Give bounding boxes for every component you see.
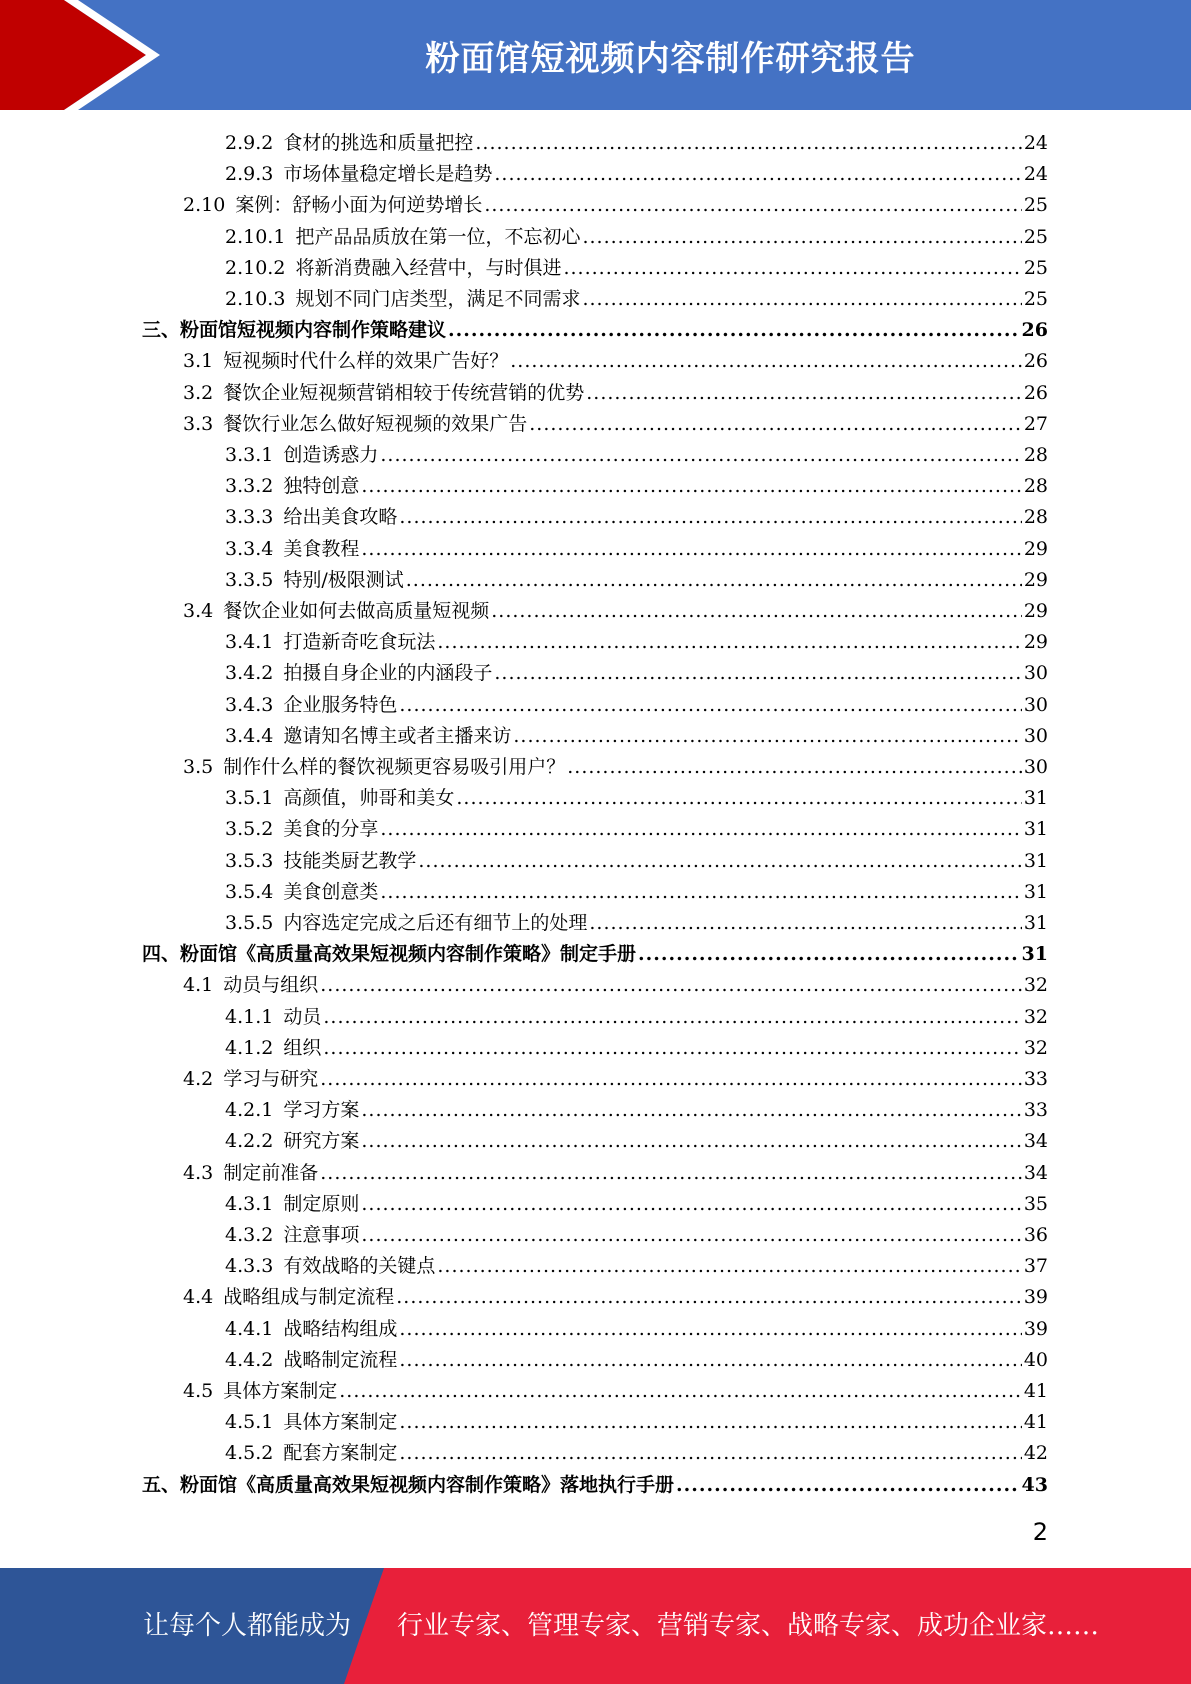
toc-entry-number: 3.4.1 [225,631,274,654]
toc-entry-title: 制作什么样的餐饮视频更容易吸引用户？ [223,756,566,778]
toc-entry-page: 31 [1023,880,1048,903]
toc-entry-page: 34 [1023,1161,1048,1184]
toc-entry[interactable] [183,378,1048,409]
toc-leader-dots [406,565,1022,596]
toc-entry-title: 独特创意 [283,475,360,498]
toc-entry-page: 29 [1023,568,1048,591]
toc-entry-page: 26 [1021,319,1048,342]
toc-entry-page: 31 [1023,912,1048,934]
toc-entry-page: 34 [1023,1130,1048,1153]
toc-leader-dots [494,658,1021,689]
toc-entry[interactable] [225,1345,1048,1376]
toc-entry-page: 25 [1023,288,1048,310]
toc-entry-number: 4.3 [183,1161,214,1184]
toc-entry-page: 28 [1023,506,1048,529]
toc-entry-title: 注意事项 [283,1224,360,1246]
toc-entry-number: 2.10 [183,194,226,217]
toc-entry-page: 29 [1023,631,1048,654]
toc-leader-dots [396,1282,1022,1313]
toc-entry-title: 三、粉面馆短视频内容制作策略建议 [142,319,447,342]
toc-entry-title: 创造诱惑力 [283,444,379,466]
toc-entry[interactable] [183,1376,1048,1407]
toc-entry-number: 3.3.4 [225,537,274,560]
toc-leader-dots [582,284,1021,315]
toc-entry-page: 32 [1023,1036,1048,1059]
toc-entry-number: 3.4.4 [225,724,274,747]
toc-entry[interactable] [225,721,1048,752]
toc-entry-page: 25 [1023,256,1048,279]
toc-entry-number: 4.2.1 [225,1099,274,1122]
toc-entry-page: 41 [1023,1411,1048,1434]
header-arrow-decoration [0,0,160,110]
toc-entry[interactable] [225,159,1048,190]
toc-entry-page: 43 [1021,1473,1048,1496]
toc-leader-dots [320,1064,1022,1095]
toc-entry-page: 31 [1023,818,1048,841]
toc-entry-number: 3.5.3 [225,849,274,872]
toc-entry-number: 3.3.1 [225,444,274,466]
toc-entry-page: 29 [1023,600,1048,622]
toc-entry-number: 4.3.1 [225,1192,274,1215]
toc-entry[interactable] [225,565,1048,596]
toc-leader-dots [418,846,1021,877]
toc-entry-page: 24 [1023,163,1048,186]
toc-entry-title: 学习方案 [283,1099,360,1122]
toc-entry[interactable] [225,1251,1048,1282]
toc-entry-page: 30 [1023,724,1048,747]
toc-leader-dots [399,690,1021,721]
toc-leader-dots [484,190,1021,221]
toc-leader-dots [323,1002,1021,1033]
toc-entry[interactable] [225,1314,1048,1345]
toc-leader-dots [380,877,1021,908]
toc-entry-title: 美食创意类 [283,880,379,903]
toc-entry-number: 3.3.5 [225,568,274,591]
toc-entry-number: 3.1 [183,350,214,373]
toc-leader-dots [491,596,1022,627]
toc-entry[interactable] [225,814,1048,845]
toc-entry[interactable] [225,627,1048,658]
toc-entry-page: 30 [1023,662,1048,685]
toc-entry-page: 37 [1023,1255,1048,1278]
toc-entry-number: 3.5.1 [225,787,274,810]
toc-entry-number: 2.10.1 [225,225,286,248]
toc-entry-number: 4.1.1 [225,1005,274,1028]
toc-entry[interactable] [225,783,1048,814]
toc-entry-title: 将新消费融入经营中，与时俱进 [295,256,562,279]
page-footer [0,1568,1191,1684]
toc-entry-page: 40 [1023,1348,1048,1371]
toc-entry-title: 有效战略的关键点 [283,1255,436,1278]
toc-entry-page: 25 [1023,225,1048,248]
toc-entry[interactable] [225,1438,1048,1469]
toc-leader-dots [494,159,1021,190]
toc-leader-dots [361,534,1021,565]
toc-entry-title: 拍摄自身企业的内涵段子 [283,662,493,685]
toc-leader-dots [586,378,1022,409]
toc-entry-title: 打造新奇吃食玩法 [283,631,436,654]
toc-entry[interactable] [183,1282,1048,1313]
toc-entry-title: 制定前准备 [223,1161,319,1184]
toc-leader-dots [380,440,1021,471]
toc-entry-title: 邀请知名博主或者主播来访 [283,724,512,747]
toc-leader-dots [529,409,1022,440]
toc-entry-number: 4.2.2 [225,1130,274,1153]
toc-leader-dots [380,814,1021,845]
toc-entry[interactable] [183,346,1048,377]
toc-entry[interactable] [142,315,1048,346]
toc-entry[interactable] [225,471,1048,502]
document-title: 粉面馆短视频内容制作研究报告 [425,38,916,79]
toc-entry-number: 2.9.3 [225,163,274,186]
toc-entry-title: 组织 [283,1036,322,1059]
toc-entry-number: 4.3.2 [225,1224,274,1246]
toc-leader-dots [510,346,1022,377]
toc-entry[interactable] [225,128,1048,159]
toc-entry[interactable] [225,1002,1048,1033]
toc-entry-title: 战略组成与制定流程 [223,1286,395,1309]
toc-entry[interactable] [225,658,1048,689]
toc-entry-page: 32 [1023,1005,1048,1028]
toc-entry[interactable] [225,1126,1048,1157]
toc-entry-title: 餐饮企业短视频营销相较于传统营销的优势 [223,381,585,404]
toc-entry[interactable] [183,596,1048,627]
footer-slogan-right: 行业专家、管理专家、营销专家、战略专家、成功企业家…… [397,1611,1100,1641]
toc-entry-page: 31 [1023,849,1048,872]
toc-entry-title: 具体方案制定 [223,1380,338,1402]
toc-leader-dots [361,1095,1021,1126]
toc-entry-title: 市场体量稳定增长是趋势 [283,163,493,186]
toc-entry-page: 31 [1021,943,1048,966]
toc-entry-number: 3.2 [183,381,214,404]
toc-entry[interactable] [183,752,1048,783]
toc-entry-page: 31 [1023,787,1048,810]
toc-entry[interactable] [225,253,1048,284]
toc-leader-dots [638,939,1020,970]
toc-entry-number: 4.5 [183,1380,214,1402]
toc-leader-dots [399,1438,1021,1469]
toc-entry-page: 35 [1023,1192,1048,1215]
toc-entry-page: 30 [1023,693,1048,716]
toc-entry-page: 36 [1023,1224,1048,1246]
toc-entry-number: 4.1.2 [225,1036,274,1059]
toc-entry-title: 给出美食攻略 [283,506,398,529]
toc-entry-title: 研究方案 [283,1130,360,1153]
toc-entry-title: 动员 [283,1005,322,1028]
toc-entry-title: 短视频时代什么样的效果广告好？ [223,350,509,373]
toc-entry-title: 配套方案制定 [283,1442,398,1465]
toc-entry-title: 企业服务特色 [283,693,398,716]
toc-entry-number: 3.5.5 [225,912,274,934]
toc-entry-number: 3.3.3 [225,506,274,529]
toc-entry-number: 4.2 [183,1068,214,1090]
toc-leader-dots [582,222,1021,253]
toc-leader-dots [323,1033,1021,1064]
toc-entry-page: 39 [1023,1317,1048,1340]
toc-entry[interactable] [225,534,1048,565]
toc-entry-page: 32 [1023,974,1048,997]
toc-entry-number: 4.4.1 [225,1317,274,1340]
toc-leader-dots [361,471,1021,502]
toc-entry-title: 把产品品质放在第一位，不忘初心 [295,225,581,248]
toc-entry-title: 内容选定完成之后还有细节上的处理 [283,912,588,934]
toc-leader-dots [437,1251,1021,1282]
toc-entry-page: 33 [1023,1099,1048,1122]
toc-entry-title: 具体方案制定 [283,1411,398,1434]
toc-entry-title: 案例：舒畅小面为何逆势增长 [235,194,483,217]
toc-entry-number: 3.5 [183,756,214,778]
toc-entry[interactable] [225,877,1048,908]
toc-leader-dots [339,1376,1022,1407]
toc-entry-number: 3.3.2 [225,475,274,498]
toc-entry-title: 四、粉面馆《高质量高效果短视频内容制作策略》制定手册 [142,943,637,966]
toc-leader-dots [399,1314,1021,1345]
toc-entry-number: 3.4.3 [225,693,274,716]
page-number: 2 [1032,1518,1048,1546]
toc-entry-page: 26 [1023,381,1048,404]
toc-entry-title: 技能类厨艺教学 [283,849,417,872]
toc-entry[interactable] [183,1158,1048,1189]
toc-entry[interactable] [225,908,1048,939]
toc-entry-page: 26 [1023,350,1048,373]
toc-entry-title: 特别/极限测试 [283,568,404,591]
toc-entry-page: 29 [1023,537,1048,560]
toc-entry-title: 美食教程 [283,537,360,560]
toc-entry-title: 美食的分享 [283,818,379,841]
toc-entry-page: 41 [1023,1380,1048,1402]
toc-entry-title: 规划不同门店类型，满足不同需求 [295,288,581,310]
toc-entry-number: 3.3 [183,412,214,435]
toc-entry-page: 25 [1023,194,1048,217]
toc-entry[interactable] [225,690,1048,721]
toc-entry-number: 2.9.2 [225,132,274,154]
toc-entry-title: 战略制定流程 [283,1348,398,1371]
toc-leader-dots [399,1407,1021,1438]
toc-leader-dots [437,627,1021,658]
toc-leader-dots [567,752,1022,783]
toc-entry-number: 4.4 [183,1286,214,1309]
toc-leader-dots [676,1470,1020,1501]
toc-entry[interactable] [183,1064,1048,1095]
toc-entry-title: 制定原则 [283,1192,360,1215]
toc-leader-dots [361,1220,1021,1251]
toc-leader-dots [563,253,1021,284]
toc-leader-dots [361,1189,1021,1220]
page-header [0,0,1191,110]
toc-entry[interactable] [225,440,1048,471]
toc-entry[interactable] [225,1033,1048,1064]
toc-leader-dots [320,1158,1022,1189]
toc-entry-number: 2.10.3 [225,288,286,310]
toc-entry-title: 餐饮行业怎么做好短视频的效果广告 [223,412,528,435]
toc-leader-dots [320,970,1022,1001]
toc-entry[interactable] [183,970,1048,1001]
toc-entry-number: 4.4.2 [225,1348,274,1371]
toc-entry[interactable] [225,1220,1048,1251]
toc-entry-page: 28 [1023,475,1048,498]
toc-entry-page: 30 [1023,756,1048,778]
footer-slogan-left: 让每个人都能成为 [143,1611,352,1641]
toc-entry[interactable] [225,284,1048,315]
toc-entry[interactable] [225,1189,1048,1220]
toc-entry-page: 39 [1023,1286,1048,1309]
toc-entry-number: 4.3.3 [225,1255,274,1278]
toc-entry[interactable] [225,502,1048,533]
toc-leader-dots [513,721,1021,752]
toc-leader-dots [399,1345,1021,1376]
toc-entry-number: 3.4.2 [225,662,274,685]
toc-leader-dots [589,908,1021,939]
toc-entry-number: 4.5.2 [225,1442,274,1465]
toc-entry[interactable] [183,409,1048,440]
toc-entry-number: 3.4 [183,600,214,622]
toc-leader-dots [448,315,1020,346]
toc-entry-title: 高颜值，帅哥和美女 [283,787,455,810]
toc-entry-title: 五、粉面馆《高质量高效果短视频内容制作策略》落地执行手册 [142,1473,675,1496]
toc-entry[interactable] [225,1095,1048,1126]
toc-entry-page: 27 [1023,412,1048,435]
toc-entry-title: 战略结构组成 [283,1317,398,1340]
toc-entry-page: 24 [1023,132,1048,154]
toc-leader-dots [361,1126,1021,1157]
toc-entry-title: 动员与组织 [223,974,319,997]
toc-entry-number: 3.5.2 [225,818,274,841]
toc-entry-number: 2.10.2 [225,256,286,279]
toc-entry[interactable] [142,1470,1048,1501]
toc-entry[interactable] [225,846,1048,877]
toc-leader-dots [475,128,1021,159]
toc-entry[interactable] [183,190,1048,221]
toc-leader-dots [399,502,1021,533]
toc-entry-number: 4.1 [183,974,214,997]
toc-entry-number: 3.5.4 [225,880,274,903]
toc-entry-title: 学习与研究 [223,1068,319,1090]
toc-entry-title: 餐饮企业如何去做高质量短视频 [223,600,490,622]
toc-entry-page: 42 [1023,1442,1048,1465]
toc-entry-number: 4.5.1 [225,1411,274,1434]
toc-entry-page: 28 [1023,444,1048,466]
toc-leader-dots [456,783,1021,814]
toc-entry[interactable] [225,1407,1048,1438]
toc-entry[interactable] [225,222,1048,253]
toc-entry-title: 食材的挑选和质量把控 [283,132,474,154]
toc-entry[interactable] [142,939,1048,970]
toc-entry-page: 33 [1023,1068,1048,1090]
